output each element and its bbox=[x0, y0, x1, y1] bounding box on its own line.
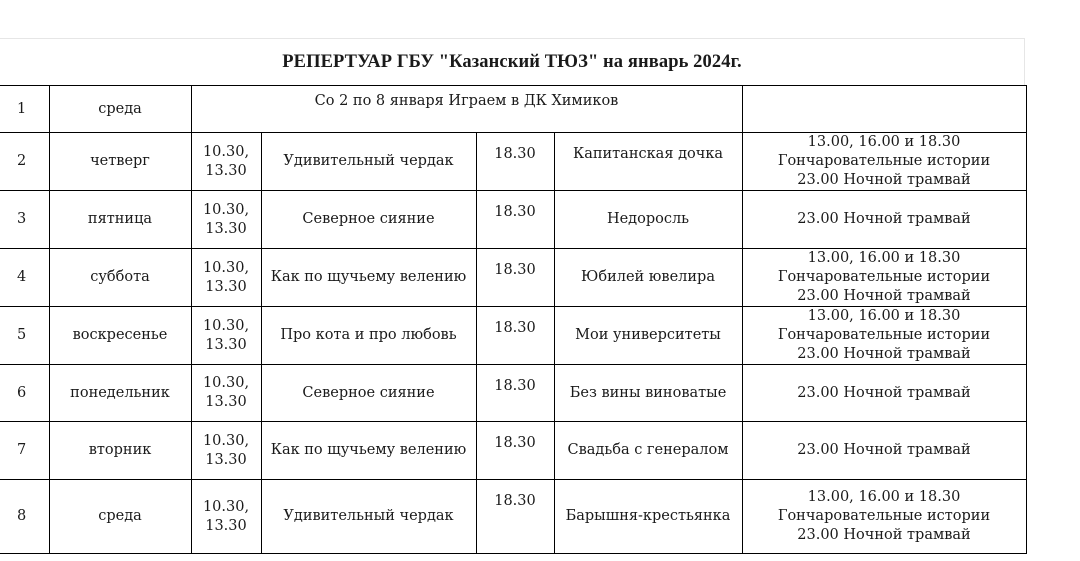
evening-play: Без вины виноватые bbox=[554, 365, 742, 422]
evening-time: 18.30 bbox=[476, 191, 554, 249]
row-number: 8 bbox=[0, 480, 49, 554]
evening-time: 18.30 bbox=[476, 422, 554, 480]
time-line: 10.30, bbox=[202, 143, 250, 160]
title-cell bbox=[0, 38, 1025, 85]
morning-play: Северное сияние bbox=[261, 191, 476, 249]
day-of-week: воскресенье bbox=[49, 307, 191, 365]
row-number: 7 bbox=[0, 422, 49, 480]
extra-events bbox=[742, 133, 1026, 191]
extra-line: 23.00 Ночной трамвай bbox=[797, 442, 971, 458]
day-of-week: понедельник bbox=[49, 365, 191, 422]
repertoire-table bbox=[0, 85, 1027, 554]
time-line: 10.30, bbox=[202, 317, 250, 334]
day-of-week: четверг bbox=[49, 133, 191, 191]
table-row bbox=[0, 86, 1026, 133]
extra-line: 23.00 Ночной трамвай bbox=[797, 346, 971, 362]
evening-play: Мои университеты bbox=[554, 307, 742, 365]
time-line: 13.30 bbox=[205, 451, 247, 468]
page-title: РЕПЕРТУАР ГБУ "Казанский ТЮЗ" на январь 2024г. bbox=[282, 51, 742, 72]
morning-play: Северное сияние bbox=[261, 365, 476, 422]
evening-play: Юбилей ювелира bbox=[554, 249, 742, 307]
extra-line: 23.00 Ночной трамвай bbox=[797, 288, 971, 304]
table-row bbox=[0, 307, 1026, 365]
morning-play: Про кота и про любовь bbox=[261, 307, 476, 365]
morning-times bbox=[191, 365, 261, 422]
extra-events bbox=[742, 307, 1026, 365]
venue-note: Со 2 по 8 января Играем в ДК Химиков bbox=[191, 86, 742, 133]
morning-play: Удивительный чердак bbox=[261, 133, 476, 191]
row-number: 5 bbox=[0, 307, 49, 365]
morning-times bbox=[191, 307, 261, 365]
time-line: 13.30 bbox=[205, 394, 247, 410]
time-line: 13.30 bbox=[205, 278, 247, 295]
extra-events bbox=[742, 422, 1026, 480]
evening-time: 18.30 bbox=[476, 480, 554, 554]
day-of-week: вторник bbox=[49, 422, 191, 480]
time-line: 13.30 bbox=[205, 517, 247, 534]
evening-play: Недоросль bbox=[554, 191, 742, 249]
extra-events bbox=[742, 480, 1026, 554]
day-of-week: пятница bbox=[49, 191, 191, 249]
extra-line: 13.00, 16.00 и 18.30 bbox=[807, 308, 961, 324]
table-row bbox=[0, 191, 1026, 249]
time-line: 13.30 bbox=[205, 162, 247, 179]
extra-events bbox=[742, 191, 1026, 249]
extra-events bbox=[742, 365, 1026, 422]
extra-events bbox=[742, 249, 1026, 307]
morning-play: Удивительный чердак bbox=[261, 480, 476, 554]
table-row bbox=[0, 422, 1026, 480]
table-row bbox=[0, 133, 1026, 191]
extra-line: Гончаровательные истории bbox=[777, 269, 991, 285]
row-number: 4 bbox=[0, 249, 49, 307]
evening-time: 18.30 bbox=[476, 133, 554, 191]
row-number: 1 bbox=[0, 86, 49, 133]
time-line: 13.30 bbox=[205, 220, 247, 237]
time-line: 10.30, bbox=[202, 375, 250, 391]
extra-line: 13.00, 16.00 и 18.30 bbox=[807, 489, 961, 505]
row-number: 3 bbox=[0, 191, 49, 249]
time-line: 10.30, bbox=[202, 432, 250, 449]
extra-line: Гончаровательные истории bbox=[777, 508, 991, 524]
row-number: 2 bbox=[0, 133, 49, 191]
morning-play: Как по щучьему велению bbox=[261, 249, 476, 307]
table-row bbox=[0, 480, 1026, 554]
morning-times bbox=[191, 191, 261, 249]
day-of-week: среда bbox=[49, 480, 191, 554]
row-number: 6 bbox=[0, 365, 49, 422]
day-of-week: суббота bbox=[49, 249, 191, 307]
evening-play: Капитанская дочка bbox=[554, 133, 742, 191]
morning-play: Как по щучьему велению bbox=[261, 422, 476, 480]
time-line: 10.30, bbox=[202, 259, 250, 276]
extra-line: Гончаровательные истории bbox=[777, 153, 991, 169]
extra-line: 23.00 Ночной трамвай bbox=[797, 172, 971, 188]
extra-line: Гончаровательные истории bbox=[777, 327, 991, 343]
day-of-week: среда bbox=[49, 86, 191, 133]
time-line: 10.30, bbox=[202, 201, 250, 218]
extra-line: 13.00, 16.00 и 18.30 bbox=[807, 134, 961, 150]
extra-line: 23.00 Ночной трамвай bbox=[797, 527, 971, 543]
time-line: 13.30 bbox=[205, 336, 247, 353]
time-line: 10.30, bbox=[202, 498, 250, 515]
morning-times bbox=[191, 249, 261, 307]
morning-times bbox=[191, 133, 261, 191]
evening-time: 18.30 bbox=[476, 307, 554, 365]
extra-line: 23.00 Ночной трамвай bbox=[797, 384, 971, 401]
table-row bbox=[0, 249, 1026, 307]
morning-times bbox=[191, 480, 261, 554]
evening-time: 18.30 bbox=[476, 365, 554, 422]
extra-line: 13.00, 16.00 и 18.30 bbox=[807, 250, 961, 266]
evening-play: Свадьба с генералом bbox=[554, 422, 742, 480]
table-row bbox=[0, 365, 1026, 422]
evening-play: Барышня-крестьянка bbox=[554, 480, 742, 554]
extra-events bbox=[742, 86, 1026, 133]
evening-time: 18.30 bbox=[476, 249, 554, 307]
morning-times bbox=[191, 422, 261, 480]
extra-line: 23.00 Ночной трамвай bbox=[797, 211, 971, 227]
